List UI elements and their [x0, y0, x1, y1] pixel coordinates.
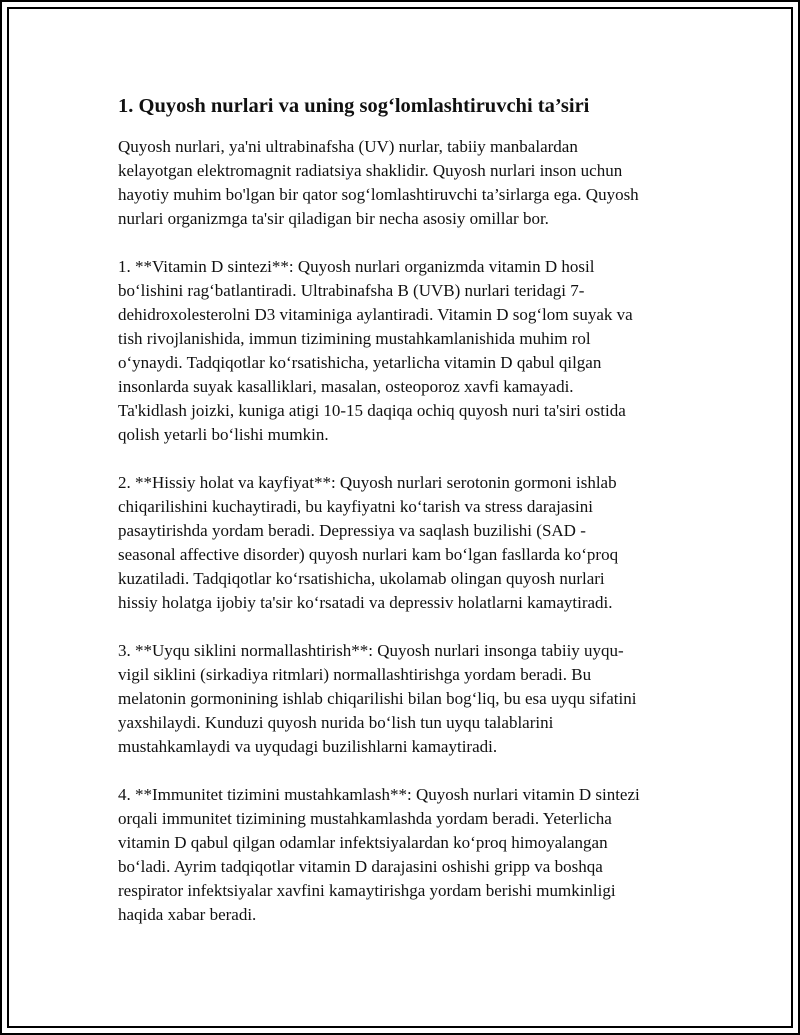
document-title: 1. Quyosh nurlari va uning sog‘lomlashtiruvchi ta’siri — [118, 95, 590, 117]
paragraph-sleep-cycle: 3. **Uyqu siklini normallashtirish**: Quyosh nurlari insonga tabiiy uyqu- vigil siklini (sirkadiya ritmlari) normallashtirishga yordam beradi. Bu melatonin gormonining ishlab chiqarilishi bilan bog‘liq, bu esa uyqu sifatini yaxshilaydi. Kunduzi quyosh nurida bo‘lish tun uyqu talablarini mustahkamlaydi va uyqudagi buzilishlarni kamaytiradi. — [118, 641, 637, 756]
paragraph-mood: 2. **Hissiy holat va kayfiyat**: Quyosh nurlari serotonin gormoni ishlab chiqarilishini kuchaytiradi, bu kayfiyatni ko‘tarish va stress darajasini pasaytirishda yordam beradi. Depressiya va saqlash buzilishi (SAD - seasonal affective disorder) quyosh nurlari kam bo‘lgan fasllarda ko‘proq kuzatiladi. Tadqiqotlar ko‘rsatishicha, ukolamab olingan quyosh nurlari hissiy holatga ijobiy ta'sir ko‘rsatadi va depressiv holatlarni kamaytiradi. — [118, 473, 619, 612]
paragraph-vitamin-d: 1. **Vitamin D sintezi**: Quyosh nurlari organizmda vitamin D hosil bo‘lishini rag‘batlantiradi. Ultrabinafsha B (UVB) nurlari teridagi 7- dehidroxolesterolni D3 vitaminiga aylantiradi. Vitamin D sog‘lom suyak va tish rivojlanishida, immun tizimining mustahkamlanishida muhim rol o‘ynaydi. Tadqiqotlar ko‘rsatishicha, yetarlicha vitamin D qabul qilgan insonlarda suyak kasalliklari, masalan, osteoporoz xavfi kamayadi. Ta'kidlash joizki, kuniga atigi 10-15 daqiqa ochiq quyosh nuri ta'siri ostida qolish yetarli bo‘lishi mumkin. — [118, 257, 633, 444]
paragraph-intro: Quyosh nurlari, ya'ni ultrabinafsha (UV) nurlar, tabiiy manbalardan kelayotgan elektromagnit radiatsiya shaklidir. Quyosh nurlari inson uchun hayotiy muhim bo'lgan bir qator sog‘lomlashtiruvchi ta’sirlarga ega. Quyosh nurlari organizmga ta'sir qiladigan bir necha asosiy omillar bor. — [118, 137, 639, 228]
document-body — [118, 92, 688, 951]
paragraph-immunity: 4. **Immunitet tizimini mustahkamlash**: Quyosh nurlari vitamin D sintezi orqali immunitet tizimining mustahkamlashda yordam beradi. Yeterlicha vitamin D qabul qilgan odamlar infektsiyalardan ko‘proq himoyalangan bo‘ladi. Ayrim tadqiqotlar vitamin D darajasini oshishi gripp va boshqa respirator infektsiyalar xavfini kamaytirishga yordam berishi mumkinligi haqida xabar beradi. — [118, 785, 640, 924]
